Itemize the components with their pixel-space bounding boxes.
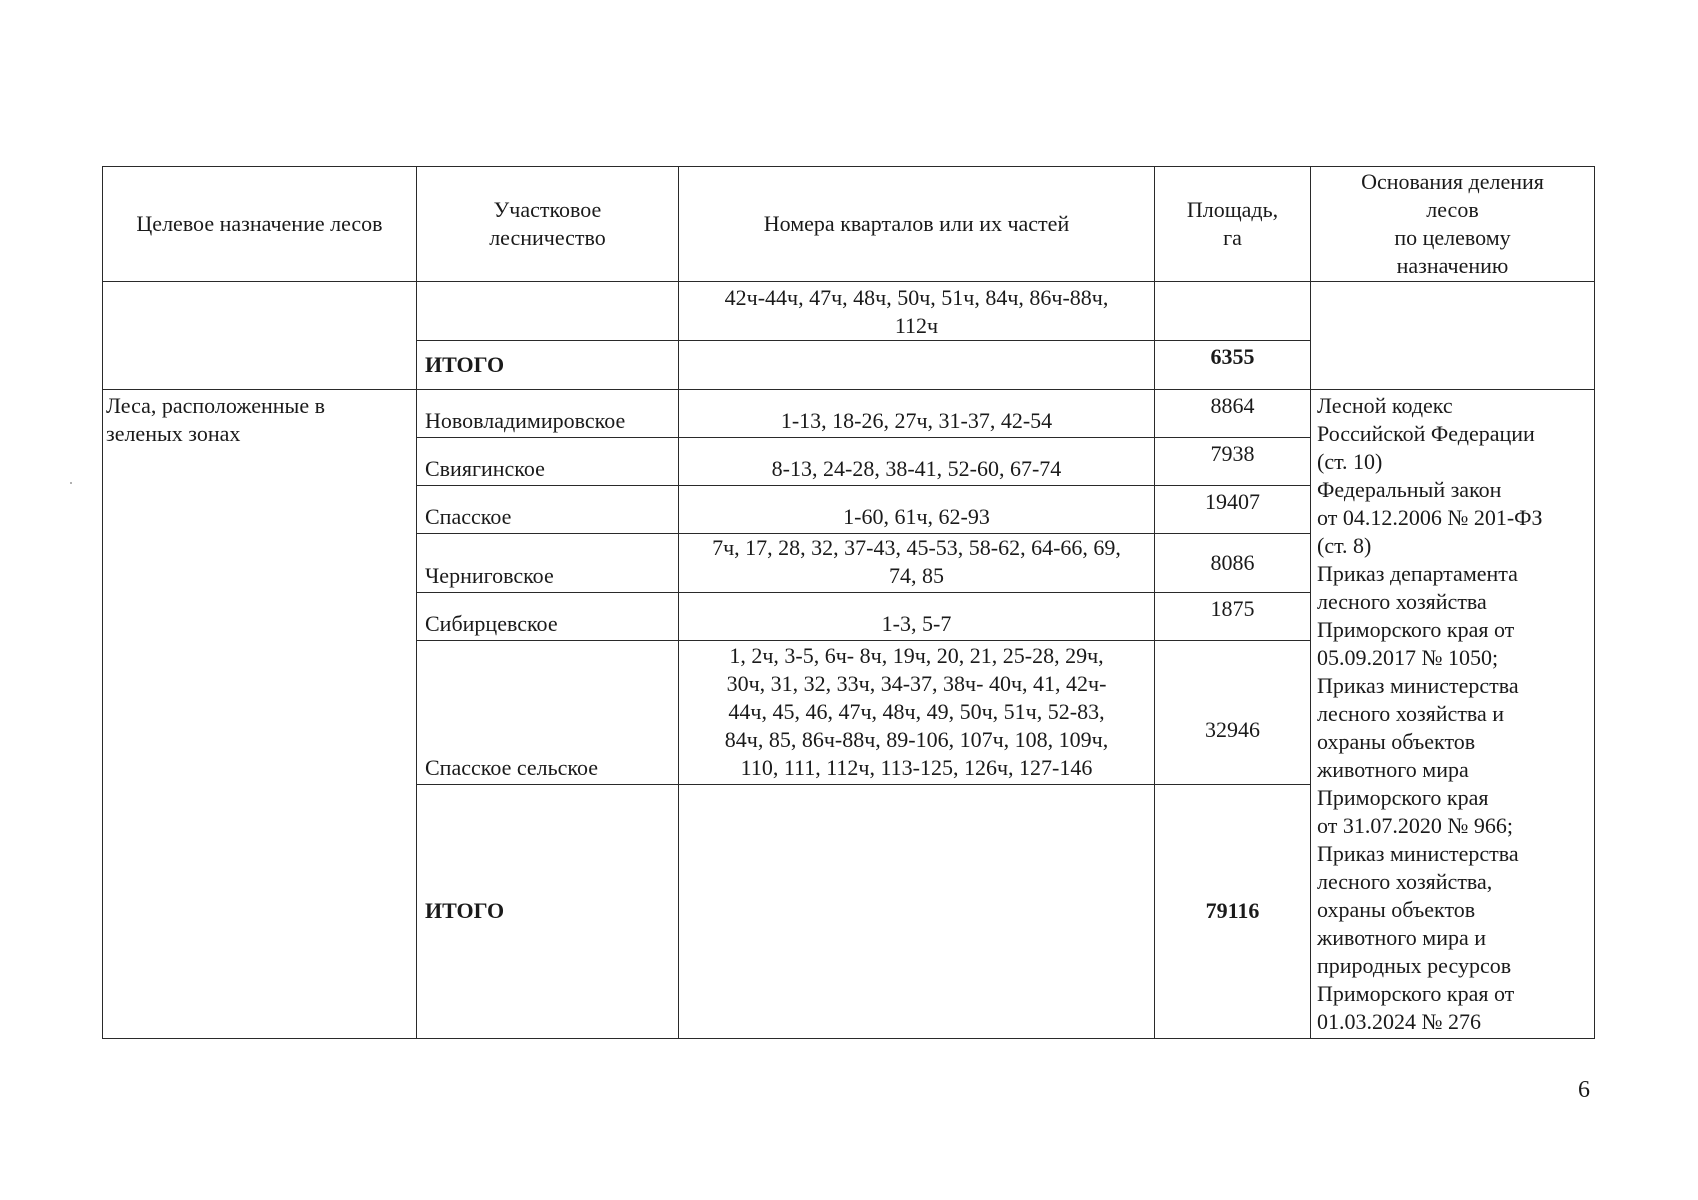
area-spasskoe: 19407	[1155, 486, 1311, 534]
quarters-spasskoe: 1-60, 61ч, 62-93	[679, 486, 1155, 534]
quarters-novovladimirovskoe: 1-13, 18-26, 27ч, 31-37, 42-54	[679, 390, 1155, 438]
area-chernigovskoe: 8086	[1155, 534, 1311, 593]
green-zones-total-area: 79116	[1155, 784, 1311, 1038]
green-zones-total-label: ИТОГО	[417, 784, 679, 1038]
scan-speck	[70, 482, 72, 484]
header-area: Площадь, га	[1155, 167, 1311, 282]
table-row	[103, 282, 1595, 341]
continuation-quarters-cell: 42ч-44ч, 47ч, 48ч, 50ч, 51ч, 84ч, 86ч-88ч, 112ч	[679, 282, 1155, 341]
continuation-purpose-cell	[103, 282, 417, 390]
page-number: 6	[1578, 1077, 1590, 1103]
green-zones-total-quarters	[679, 784, 1155, 1038]
green-zones-basis-cell: Лесной кодекс Российской Федерации (ст. 10) Федеральный закон от 04.12.2006 № 201-ФЗ (ст. 8) Приказ департамента лесного хозяйства Приморского края от 05.09.2017 № 1050; Приказ министерства лесного хозяйства и охраны объектов животного мира Приморского края от 31.07.2020 № 966; Приказ министерства лесного хозяйства, охраны объектов животного мира и природных ресурсов Приморского края от 01.03.2024 № 276	[1311, 390, 1595, 1039]
area-spasskoe-selskoe: 32946	[1155, 641, 1311, 784]
green-zones-purpose-cell: Леса, расположенные в зеленых зонах	[103, 390, 417, 1039]
district-sviyaginskoe: Свиягинское	[417, 438, 679, 486]
quarters-spasskoe-selskoe: 1, 2ч, 3-5, 6ч- 8ч, 19ч, 20, 21, 25-28, 29ч, 30ч, 31, 32, 33ч, 34-37, 38ч- 40ч, 41, 42ч- 44ч, 45, 46, 47ч, 48ч, 49, 50ч, 51ч, 52-83, 84ч, 85, 86ч-88ч, 89-106, 107ч, 108, 109ч, 110, 111, 112ч, 113-125, 126ч, 127-146	[679, 641, 1155, 784]
district-spasskoe: Спасское	[417, 486, 679, 534]
continuation-total-quarters	[679, 341, 1155, 390]
area-sviyaginskoe: 7938	[1155, 438, 1311, 486]
header-purpose: Целевое назначение лесов	[103, 167, 417, 282]
area-novovladimirovskoe: 8864	[1155, 390, 1311, 438]
quarters-chernigovskoe: 7ч, 17, 28, 32, 37-43, 45-53, 58-62, 64-66, 69, 74, 85	[679, 534, 1155, 593]
header-district: Участковое лесничество	[417, 167, 679, 282]
table-header-row	[103, 167, 1595, 282]
district-spasskoe-selskoe: Спасское сельское	[417, 641, 679, 784]
area-sibirtsevskoe: 1875	[1155, 593, 1311, 641]
district-chernigovskoe: Черниговское	[417, 534, 679, 593]
header-quarters: Номера кварталов или их частей	[679, 167, 1155, 282]
continuation-basis-cell	[1311, 282, 1595, 390]
district-novovladimirovskoe: Нововладимировское	[417, 390, 679, 438]
forest-purpose-table	[102, 166, 1595, 1039]
continuation-total-area: 6355	[1155, 341, 1311, 390]
continuation-total-label: ИТОГО	[417, 341, 679, 390]
district-sibirtsevskoe: Сибирцевское	[417, 593, 679, 641]
continuation-area-cell	[1155, 282, 1311, 341]
quarters-sibirtsevskoe: 1-3, 5-7	[679, 593, 1155, 641]
table-row	[103, 390, 1595, 438]
quarters-sviyaginskoe: 8-13, 24-28, 38-41, 52-60, 67-74	[679, 438, 1155, 486]
header-basis: Основания деления лесов по целевому назначению	[1311, 167, 1595, 282]
continuation-district-cell	[417, 282, 679, 341]
